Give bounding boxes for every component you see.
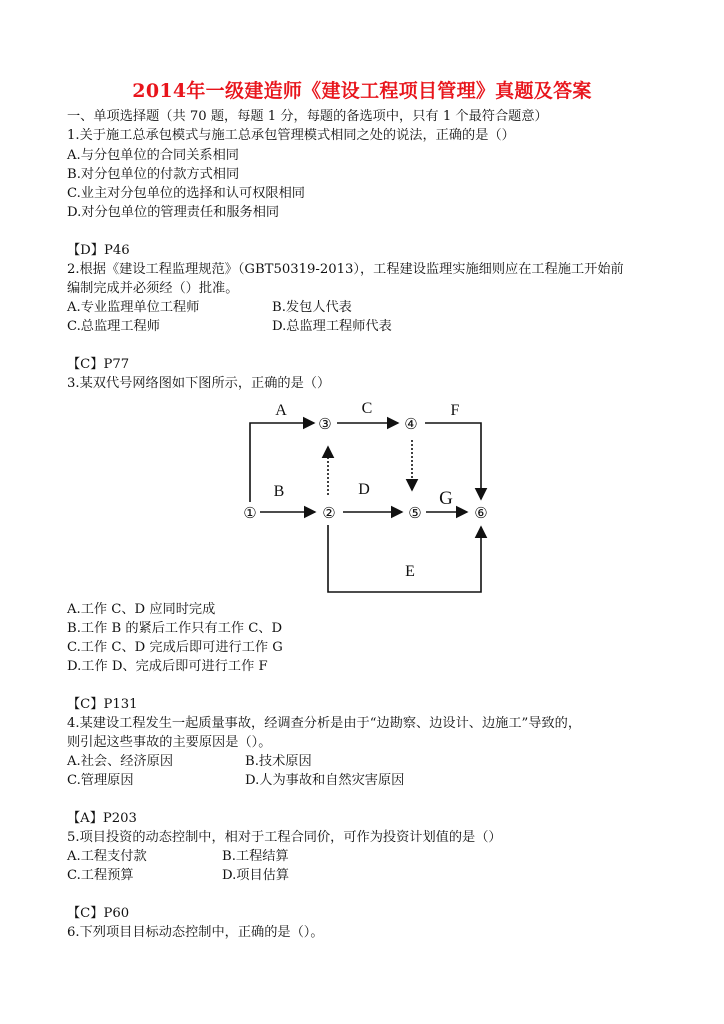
question-1-stem: 1.关于施工总承包模式与施工总承包管理模式相同之处的说法，正确的是（）	[67, 128, 515, 143]
question-2-option-c: C.总监理工程师	[67, 319, 160, 334]
question-2-answer: 【C】P77	[67, 357, 130, 372]
question-4-option-a: A.社会、经济原因	[67, 754, 174, 769]
question-3-answer: 【C】P131	[67, 697, 138, 712]
question-1-answer: 【D】P46	[67, 243, 130, 258]
question-2-option-b: B.发包人代表	[272, 300, 352, 315]
node-3: ③	[318, 417, 332, 433]
node-5: ⑤	[408, 506, 422, 522]
question-1-option-b: B.对分包单位的付款方式相同	[67, 167, 240, 182]
question-4-option-c: C.管理原因	[67, 773, 134, 788]
label-d: D	[358, 481, 370, 498]
question-4-stem-line2: 则引起这些事故的主要原因是（）。	[67, 735, 272, 750]
node-2: ②	[322, 506, 336, 522]
question-3-option-d: D.工作 D、完成后即可进行工作 F	[67, 659, 268, 674]
label-e: E	[405, 563, 415, 580]
document-title: 2014年一级建造师《建设工程项目管理》真题及答案	[132, 80, 592, 102]
question-3-stem: 3.某双代号网络图如下图所示，正确的是（）	[67, 376, 331, 391]
label-g: G	[439, 488, 453, 509]
question-5-option-c: C.工程预算	[67, 868, 134, 883]
question-2-option-d: D.总监理工程师代表	[272, 319, 392, 334]
question-4-option-b: B.技术原因	[245, 754, 312, 769]
node-1: ①	[243, 506, 257, 522]
question-4-option-d: D.人为事故和自然灾害原因	[245, 773, 405, 788]
section-header: 一、单项选择题（共 70 题，每题 1 分，每题的备选项中，只有 1 个最符合题意）	[67, 109, 548, 124]
label-c: C	[361, 400, 373, 417]
question-1-option-a: A.与分包单位的合同关系相同	[67, 148, 239, 163]
network-diagram	[230, 395, 510, 600]
question-2-stem-line2: 编制完成并必须经（）批准。	[67, 281, 239, 296]
question-5-option-a: A.工程支付款	[67, 849, 147, 864]
question-1-option-d: D.对分包单位的管理责任和服务相同	[67, 205, 280, 220]
node-4: ④	[404, 417, 418, 433]
question-5-stem: 5.项目投资的动态控制中，相对于工程合同价，可作为投资计划值的是（）	[67, 830, 502, 845]
question-4-answer: 【A】P203	[67, 811, 137, 826]
label-b: B	[273, 483, 285, 500]
label-f: F	[450, 402, 460, 419]
question-5-option-b: B.工程结算	[222, 849, 289, 864]
question-3-option-a: A.工作 C、D 应同时完成	[67, 602, 216, 617]
node-6: ⑥	[474, 506, 488, 522]
question-3-option-c: C.工作 C、D 完成后即可进行工作 G	[67, 640, 283, 655]
question-2-option-a: A.专业监理单位工程师	[67, 300, 200, 315]
question-5-option-d: D.项目估算	[222, 868, 290, 883]
question-1-option-c: C.业主对分包单位的选择和认可权限相同	[67, 186, 305, 201]
question-5-answer: 【C】P60	[67, 906, 130, 921]
question-4-stem-line1: 4.某建设工程发生一起质量事故，经调查分析是由于“边勘察、边设计、边施工”导致的，	[67, 716, 581, 731]
question-6-stem: 6.下列项目目标动态控制中，正确的是（）。	[67, 925, 324, 940]
question-3-option-b: B.工作 B 的紧后工作只有工作 C、D	[67, 621, 283, 636]
question-2-stem-line1: 2.根据《建设工程监理规范》（GBT50319-2013），工程建设监理实施细则应在工程施工开始前	[67, 262, 624, 277]
label-a: A	[275, 402, 287, 419]
